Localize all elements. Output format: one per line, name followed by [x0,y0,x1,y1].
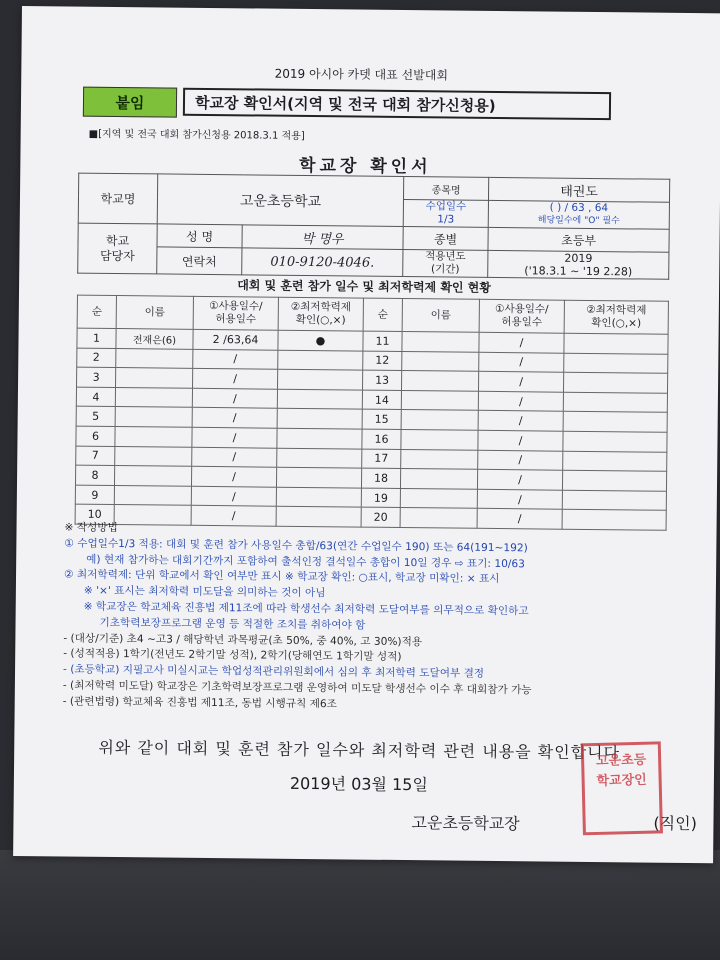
row-no: 3 [77,367,116,387]
row-days-right: / [478,371,563,391]
attendance-ratio: 1/3 [437,213,455,226]
row-days-right: / [477,469,562,489]
form-title: 학교장 확인서(지역 및 전국 대회 참가신청용) [183,88,611,120]
row-no: 5 [76,406,115,426]
attendance-value: ( ) / 63 , 64 [549,201,609,215]
row-name [115,387,192,407]
official-seal [581,741,663,835]
row-check [277,448,362,468]
row-check-right [564,333,668,354]
name-label: 성 명 [157,224,242,248]
category-label: 종별 [403,227,488,251]
row-no: 1 [77,328,116,348]
confirmation-text: 위와 같이 대회 및 훈련 참가 일수와 최저학력 관련 내용을 확인합니다 [98,737,621,763]
row-days: 2 /63,64 [193,329,278,349]
year-value: 2019 [564,251,593,265]
row-check [277,389,362,409]
row-days: / [192,408,277,428]
detail-1: - (대상/기준) 초4 ~고3 / 해당학년 과목평균(초 50%, 중 40%, 고 30%)적용 [63,632,423,648]
instructions [63,520,705,716]
row-days: / [191,466,276,486]
school-info-table [77,173,670,280]
row-name-right [402,351,479,371]
event-title: 2019 아시아 카뎃 대표 선발대회 [274,66,449,83]
note-2b: ※ '×' 표시는 최저학력 미도달을 의미하는 것이 아님 [83,584,326,600]
detail-2: - (성적적용) 1학기(전년도 2학기말 성적), 2학기(당해연도 1학기말 성적) [63,647,402,664]
row-days-right: / [478,391,563,411]
issue-date: 2019년 03월 15일 [289,773,428,795]
contact-label: 연락처 [157,247,242,275]
row-name [115,426,192,446]
row-days: / [192,427,277,447]
row-days: / [191,486,276,506]
notes-heading: ※ 작성방법 [64,521,118,535]
school-label: 학교명 [78,173,158,224]
row-no-right: 18 [361,468,400,488]
row-name-right [401,429,478,449]
row-no-right: 20 [361,507,400,527]
detail-3: - (초등학교) 지필고사 미실시교는 학업성적관리위원회에서 심의 후 최저학력 도달여부 결정 [62,663,485,681]
row-check-right [563,372,667,393]
row-no: 4 [76,387,115,407]
row-days: / [192,388,277,408]
applicability-note: ■[지역 및 전국 대회 참가신청용 2018.3.1 적용] [88,128,305,142]
row-no: 9 [75,485,114,505]
row-name [116,348,193,368]
col-days-right: ①사용일수/ 허용일수 [479,299,564,333]
row-name [114,466,191,486]
school-value: 고운초등학교 [157,174,404,227]
row-days: / [193,349,278,369]
row-check-right [563,451,667,472]
row-name-right [401,449,478,469]
row-check [276,487,361,507]
row-check-right [562,490,666,511]
row-no-right: 19 [361,488,400,508]
row-no-right: 15 [362,409,401,429]
sport-value: 태권도 [488,177,669,202]
row-check [277,428,362,448]
row-check-right [563,412,667,433]
col-check-right: ②최저학력제 확인(○,×) [564,300,668,334]
row-days-right: / [477,509,562,529]
row-check [277,409,362,429]
contact-value: 010-9120-4046. [242,248,403,277]
row-no-right: 11 [363,331,402,351]
row-days: / [193,368,278,388]
row-no: 8 [75,465,114,485]
note-2d: 기초학력보장프로그램 운영 등 적절한 조치를 취하여야 함 [99,616,366,632]
row-days: / [192,447,277,467]
row-name: 전재은(6) [116,329,193,349]
row-name-right [400,488,477,508]
row-check-right [562,470,666,491]
background [0,850,720,960]
year-label: 적용년도 (기간) [403,250,488,278]
row-name-right [401,390,478,410]
seal-mark: (직인) [653,813,697,834]
row-days-right: / [477,489,562,509]
manager-label: 학교 담당자 [78,223,158,274]
row-name-right [401,410,478,430]
row-no-right: 13 [362,370,401,390]
row-name [115,446,192,466]
col-check: ②최저학력제 확인(○,×) [278,297,363,331]
name-value: 박 명우 [242,225,403,250]
document-title: 학교장 확인서 [299,155,432,178]
row-name-right [400,469,477,489]
note-1a: ① 수업일수1/3 적용: 대회 및 훈련 참가 사용일수 총합/63(연간 수업일수 190) 또는 64(191~192) [64,537,528,555]
attendance-note: 해당일수에 "O" 필수 [537,215,620,227]
row-check [278,369,363,389]
row-check [276,467,361,487]
detail-4: - (최저학력 미도달) 학교장은 기초학력보장프로그램 운영하여 미도달 학생선수 이수 후 대회참가 가능 [62,679,532,697]
row-days-right: / [478,450,563,470]
row-no: 10 [75,504,114,524]
row-name-right [401,371,478,391]
note-2a: ② 최저학력제: 단위 학교에서 확인 여부만 표시 ※ 학교장 확인: ○표시, 학교장 미확인: × 표시 [63,568,500,586]
col-no: 순 [77,295,116,328]
attachment-tag: 붙임 [83,87,177,118]
row-days-right: / [479,352,564,372]
row-no: 6 [76,426,115,446]
principal-name: 고운초등학교장 [411,813,520,834]
col-no-right: 순 [363,298,402,331]
row-check-right [563,392,667,413]
row-days: / [191,506,276,526]
row-name [115,407,192,427]
row-check [278,350,363,370]
row-check: ● [278,330,363,350]
row-days-right: / [478,411,563,431]
seal-text: 고운초등 학교장인 [595,752,647,789]
category-value: 초등부 [488,227,669,252]
row-no: 7 [76,446,115,466]
row-check-right [564,353,668,374]
detail-5: - (관련법령) 학교체육 진흥법 제11조, 동법 시행규칙 제6조 [62,695,337,711]
col-name-right: 이름 [402,299,479,333]
document-page [13,6,720,863]
participation-table [75,295,669,531]
note-1b: 예) 현재 참가하는 대회기간까지 포함하여 출석인정 결석일수 총합이 10일 경우 ⇨ 표기: 10/63 [86,553,525,570]
row-name [114,485,191,505]
note-2c: ※ 학교장은 학교체육 진흥법 제11조에 따라 학생선수 최저학력 도달여부를 의무적으로 확인하고 [83,600,529,618]
col-days: ①사용일수/ 허용일수 [193,296,278,330]
sport-label: 종목명 [403,177,488,201]
period-value: ('18.3.1 ~ '19 2.28) [524,264,633,279]
row-days-right: / [479,332,564,352]
col-name: 이름 [116,296,193,330]
row-no-right: 16 [362,429,401,449]
row-no-right: 12 [363,351,402,371]
table-section-title: 대회 및 훈련 참가 일수 및 최저학력제 확인 현황 [237,278,491,295]
row-name [116,368,193,388]
row-days-right: / [478,430,563,450]
row-name-right [402,331,479,351]
attendance-label: 수업일수 [425,200,467,213]
row-no: 2 [77,348,116,368]
row-check-right [563,431,667,452]
row-no-right: 14 [362,390,401,410]
row-no-right: 17 [362,449,401,469]
